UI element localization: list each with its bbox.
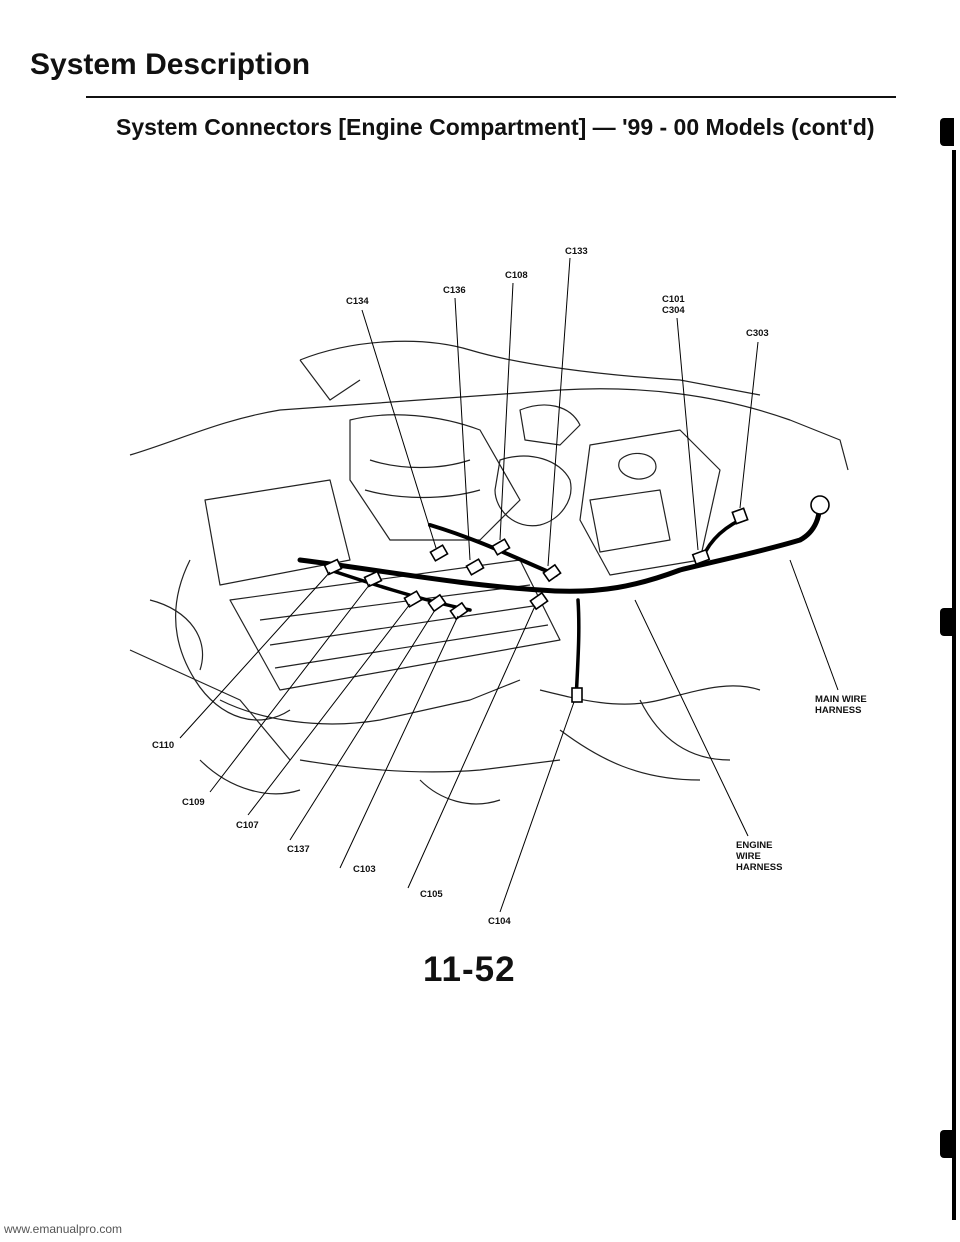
label-c137: C137 <box>287 844 310 855</box>
leader-c103 <box>340 616 458 868</box>
reservoir-cap <box>619 453 656 479</box>
label-c109: C109 <box>182 797 205 808</box>
intake-runners <box>365 460 480 498</box>
connector-c133 <box>543 565 560 581</box>
page-edge-tab-middle <box>940 608 954 636</box>
valve-cover <box>230 560 560 690</box>
suspension-arm <box>130 600 290 760</box>
label-c107: C107 <box>236 820 259 831</box>
connector-c136 <box>466 559 483 575</box>
leader-c133 <box>548 258 570 566</box>
connector-c104 <box>572 688 582 702</box>
connector-c105 <box>530 593 547 609</box>
leader-c104 <box>500 702 574 912</box>
strut-tower-left <box>176 560 290 720</box>
leader-c101 <box>677 318 698 550</box>
leader-c134 <box>362 310 436 548</box>
main-wire-harness <box>300 500 819 700</box>
hood-line <box>300 341 760 395</box>
exhaust-manifold <box>220 680 520 724</box>
leader-c303 <box>740 342 758 508</box>
leader-c105 <box>408 606 535 888</box>
leader-main-harness <box>790 560 838 690</box>
leader-c108 <box>500 283 513 540</box>
label-c303: C303 <box>746 328 769 339</box>
label-c136: C136 <box>443 285 466 296</box>
page-number: 11-52 <box>423 950 516 989</box>
label-engine-harness-line2: WIRE <box>736 851 761 862</box>
label-c134: C134 <box>346 296 369 307</box>
fuse-box <box>590 490 670 552</box>
section-title: System Connectors [Engine Compartment] — '99 - 00 Models (cont'd) <box>116 114 875 140</box>
label-c104: C104 <box>488 916 511 927</box>
label-c304: C304 <box>662 305 685 316</box>
page-title: System Description <box>30 48 311 81</box>
leader-lines <box>180 258 838 912</box>
fender-outline <box>130 389 848 470</box>
intake-manifold <box>350 415 520 540</box>
hood-hinge <box>300 360 360 400</box>
main-harness-drop <box>576 600 579 700</box>
label-c103: C103 <box>353 864 376 875</box>
label-engine-harness-line3: HARNESS <box>736 862 783 873</box>
valve-cover-ribs <box>260 585 548 668</box>
connector-c134 <box>430 545 447 561</box>
page-edge-bar <box>952 150 956 1220</box>
leader-c137 <box>290 610 435 840</box>
label-c110: C110 <box>152 740 175 751</box>
label-engine-harness-line1: ENGINE <box>736 840 773 851</box>
page-edge-tab-top <box>940 118 954 146</box>
label-c108: C108 <box>505 270 528 281</box>
brake-master <box>520 405 580 445</box>
leader-engine-harness <box>635 600 748 836</box>
ground-terminal <box>811 496 829 514</box>
leader-c136 <box>455 298 470 560</box>
throttle-body <box>495 456 571 526</box>
label-main-harness-line1: MAIN WIRE <box>815 694 867 705</box>
label-c101: C101 <box>662 294 685 305</box>
label-c105: C105 <box>420 889 443 900</box>
label-c133: C133 <box>565 246 588 257</box>
frame-rail <box>560 700 730 780</box>
watermark: www.emanualpro.com <box>4 1222 123 1236</box>
label-main-harness-line2: HARNESS <box>815 705 862 716</box>
main-harness-upper <box>430 525 556 575</box>
engine-line-art <box>130 341 848 804</box>
page-edge-tab-bottom <box>940 1130 954 1158</box>
